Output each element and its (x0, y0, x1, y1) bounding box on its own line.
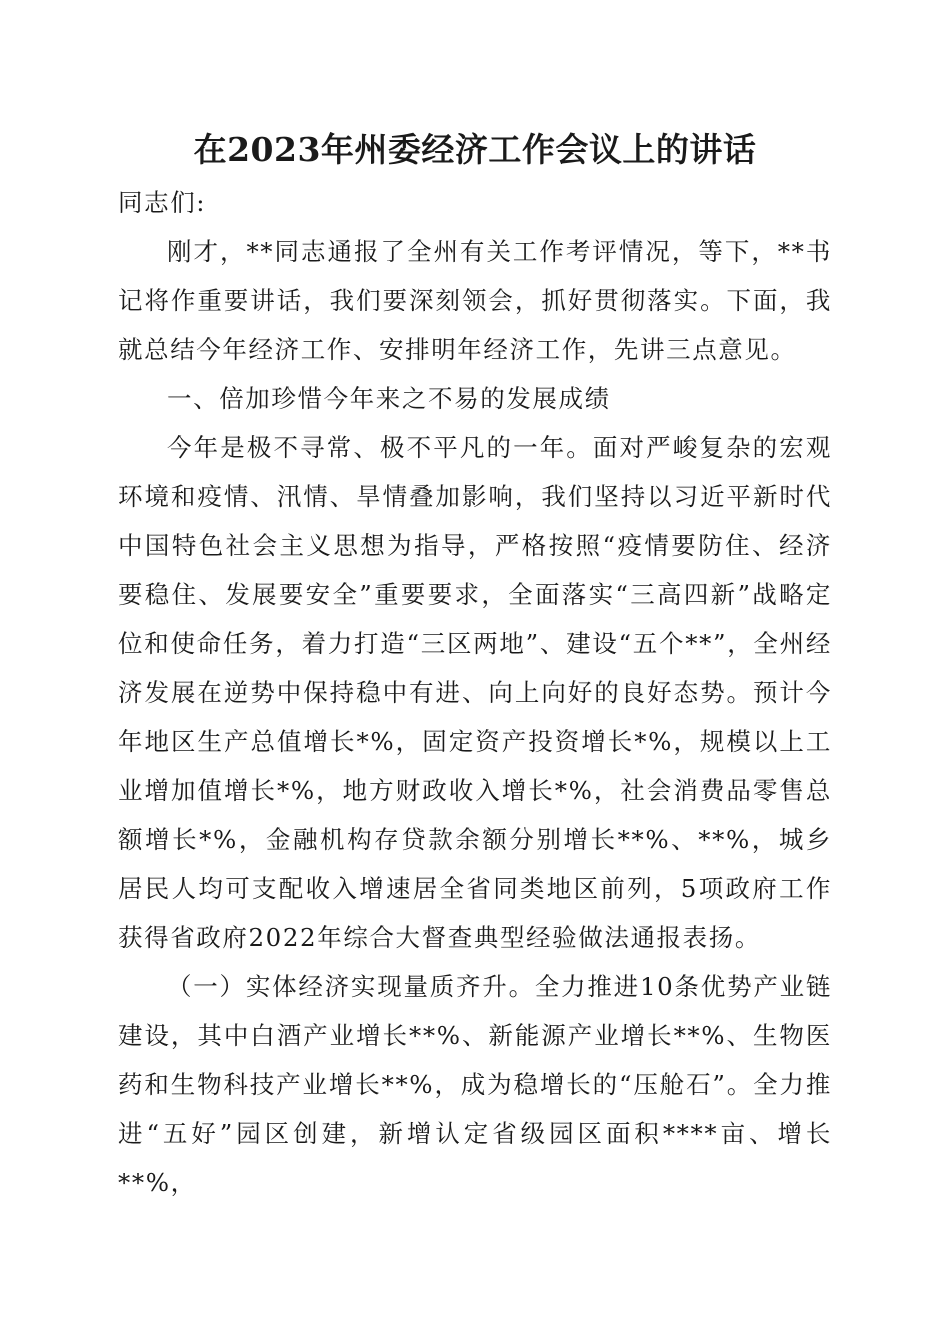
section-heading-1: 一、倍加珍惜今年来之不易的发展成绩 (167, 384, 611, 413)
paragraph-subsection-1: （一）实体经济实现量质齐升。全力推进10条优势产业链建设，其中白酒产业增长**%、新能源产业增长**%、生物医药和生物科技产业增长**%，成为稳增长的“压舱石”。全力推进“五好”园区创建，新增认定省级园区面积****亩、增长**%， (118, 972, 832, 1197)
paragraph-overview: 今年是极不寻常、极不平凡的一年。面对严峻复杂的宏观环境和疫情、汛情、旱情叠加影响，我们坚持以习近平新时代中国特色社会主义思想为指导，严格按照“疫情要防住、经济要稳住、发展要安全”重要要求，全面落实“三高四新”战略定位和使命任务，着力打造“三区两地”、建设“五个**”，全州经济发展在逆势中保持稳中有进、向上向好的良好态势。预计今年地区生产总值增长*%，固定资产投资增长*%，规模以上工业增加值增长*%，地方财政收入增长*%，社会消费品零售总额增长*%，金融机构存贷款余额分别增长**%、**%，城乡居民人均可支配收入增速居全省同类地区前列，5项政府工作获得省政府2022年综合大督查典型经验做法通报表扬。 (118, 433, 832, 952)
salutation: 同志们: (118, 188, 207, 217)
document-body (118, 178, 832, 1207)
document-title: 在2023年州委经济工作会议上的讲话 (193, 130, 757, 169)
paragraph-opening: 刚才，**同志通报了全州有关工作考评情况，等下，**书记将作重要讲话，我们要深刻领会，抓好贯彻落实。下面，我就总结今年经济工作、安排明年经济工作，先讲三点意见。 (118, 237, 832, 364)
